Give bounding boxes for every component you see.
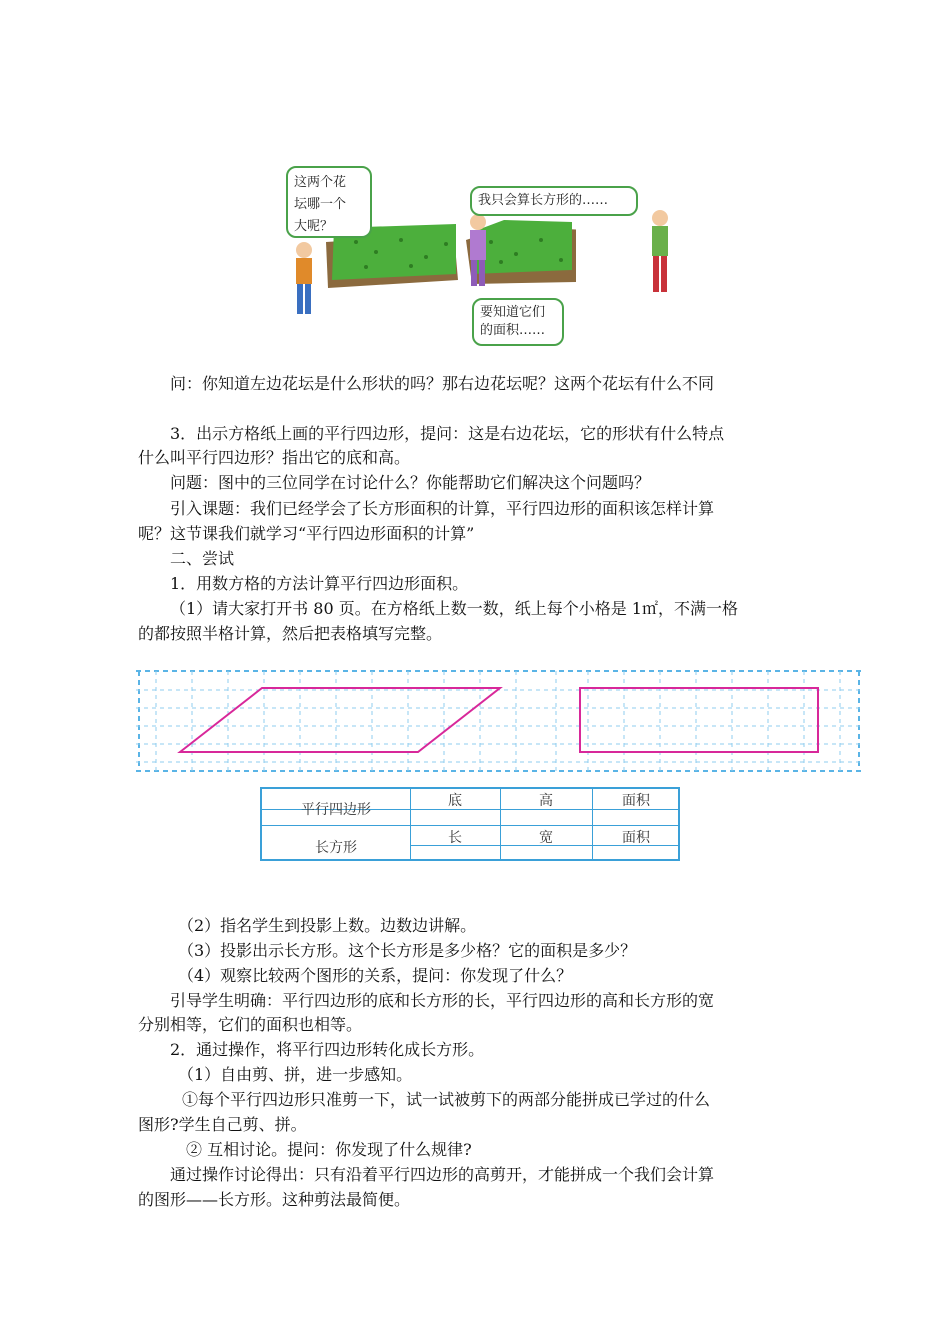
section-heading: 二、尝试: [170, 549, 235, 568]
speech-bubble-left: [286, 166, 372, 238]
paragraph: （3）投影出示长方形。这个长方形是多少格？它的面积是多少？: [178, 941, 637, 960]
bubble-line: 的面积……: [480, 323, 546, 338]
rectangle-shape: [580, 688, 818, 752]
grid-figure: [136, 668, 862, 774]
bubble-line: 坛哪一个: [294, 197, 347, 212]
table-cell: 面积: [622, 830, 650, 846]
table-cell: 长: [448, 830, 462, 846]
table-cell: 宽: [539, 830, 553, 846]
paragraph: 的图形——长方形。这种剪法最简便。: [138, 1190, 411, 1209]
bubble-line: 我只会算长方形的……: [478, 193, 609, 208]
bubble-line: 大呢？: [294, 219, 334, 234]
paragraph: 问题：图中的三位同学在讨论什么？你能帮助它们解决这个问题吗？: [170, 473, 651, 492]
paragraph: 3．出示方格纸上画的平行四边形，提问：这是右边花坛，它的形状有什么特点: [170, 424, 725, 443]
speech-bubble-bottom-right: [472, 298, 564, 346]
table-cell: 平行四边形: [301, 802, 371, 818]
paragraph: （1）请大家打开书 80 页。在方格纸上数一数，纸上每个小格是 1㎡，不满一格: [170, 599, 738, 618]
paragraph: 的都按照半格计算，然后把表格填写完整。: [138, 624, 443, 643]
paragraph: 呢？这节课我们就学习“平行四边形面积的计算”: [138, 524, 475, 543]
paragraph: （2）指名学生到投影上数。边数边讲解。: [178, 916, 477, 935]
paragraph: 2．通过操作，将平行四边形转化成长方形。: [170, 1040, 485, 1059]
bubble-line: 要知道它们: [480, 305, 546, 320]
paragraph: 通过操作讨论得出：只有沿着平行四边形的高剪开，才能拼成一个我们会计算: [170, 1165, 715, 1184]
paragraph: ② 互相讨论。提问：你发现了什么规律?: [186, 1140, 472, 1159]
paragraph: 问：你知道左边花坛是什么形状的吗？那右边花坛呢？这两个花坛有什么不同: [170, 374, 715, 393]
bubble-line: 这两个花: [294, 175, 347, 190]
table-cell: 底: [448, 793, 462, 809]
paragraph: 图形?学生自己剪、拼。: [138, 1115, 307, 1134]
paragraph: 引导学生明确：平行四边形的底和长方形的长，平行四边形的高和长方形的宽: [170, 991, 715, 1010]
paragraph: 引入课题：我们已经学会了长方形面积的计算，平行四边形的面积该怎样计算: [170, 499, 715, 518]
paragraph: （4）观察比较两个图形的关系，提问：你发现了什么？: [178, 966, 573, 985]
paragraph: （1）自由剪、拼，进一步感知。: [178, 1065, 413, 1084]
table-cell: 高: [539, 793, 553, 809]
speech-bubble-top-right: [470, 186, 638, 216]
paragraph: 1．用数方格的方法计算平行四边形面积。: [170, 574, 469, 593]
table-cell: 长方形: [315, 840, 357, 856]
table-cell: 面积: [622, 793, 650, 809]
paragraph: ①每个平行四边形只准剪一下，试一试被剪下的两部分能拼成已学过的什么: [182, 1090, 711, 1109]
student-figure: [640, 208, 680, 300]
paragraph: 分别相等，它们的面积也相等。: [138, 1015, 363, 1034]
area-table: [260, 787, 680, 861]
paragraph: 什么叫平行四边形？指出它的底和高。: [138, 448, 411, 467]
